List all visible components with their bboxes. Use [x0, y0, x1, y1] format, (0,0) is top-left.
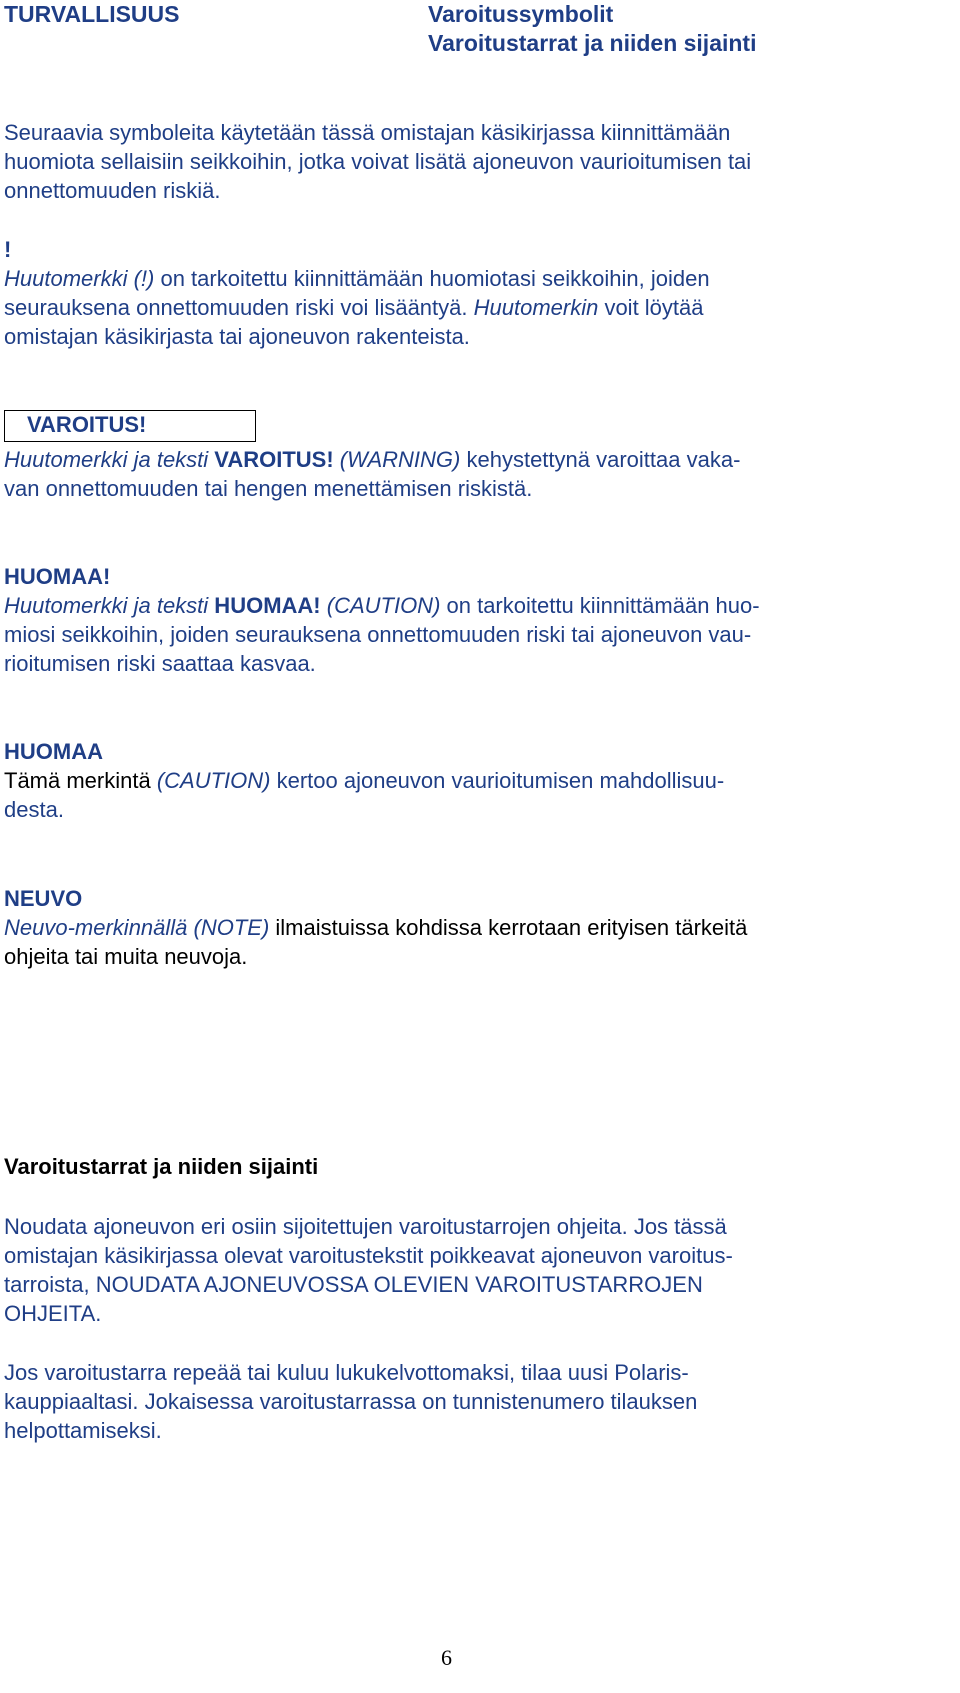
note-section [4, 884, 954, 971]
decals-text: helpottamiseksi. [4, 1418, 162, 1443]
page-title: Varoitussymbolit [428, 1, 614, 27]
note-term: Neuvo-merkinnällä (NOTE) [4, 915, 270, 940]
symbol-text: seurauksena onnettomuuden riski voi lisääntyä. [4, 295, 474, 320]
exclamation-icon: ! [4, 237, 12, 262]
decals-heading: Varoitustarrat ja niiden sijainti [4, 1154, 319, 1179]
intro-line: Seuraavia symboleita käytetään tässä omistajan käsikirjassa kiinnittämään [4, 120, 731, 145]
notice-text: desta. [4, 797, 64, 822]
section-title: TURVALLISUUS [4, 1, 180, 27]
symbol-term: Huutomerkki (!) [4, 266, 155, 291]
caution-heading: HUOMAA! [4, 564, 111, 589]
warning-box [4, 410, 256, 442]
note-text: ilmaistuissa kohdissa kerrotaan erityisen tärkeitä [269, 915, 748, 940]
warning-term: Huutomerkki ja teksti [4, 447, 209, 472]
symbol-text: omistajan käsikirjasta tai ajoneuvon rakenteista. [4, 324, 470, 349]
warning-text: kehystettynä varoittaa vaka- [460, 447, 741, 472]
decals-text: Jos varoitustarra repeää tai kuluu lukukelvottomaksi, tilaa uusi Polaris- [4, 1360, 689, 1385]
warning-keyword: VAROITUS! [208, 447, 334, 472]
decals-heading-block [4, 1152, 954, 1181]
notice-english: (CAUTION) [156, 768, 271, 793]
caution-section [4, 562, 954, 678]
intro-paragraph [4, 118, 954, 205]
symbol-term: Huutomerkin [473, 295, 599, 320]
warning-paragraph [4, 445, 954, 503]
warning-english: (WARNING) [333, 447, 461, 472]
warning-text: van onnettomuuden tai hengen menettämisen riskistä. [4, 476, 533, 501]
decals-text: omistajan käsikirjassa olevat varoitustekstit poikkeavat ajoneuvon varoitus- [4, 1243, 733, 1268]
caution-text: miosi seikkoihin, joiden seurauksena onnettomuuden riski tai ajoneuvon vau- [4, 622, 752, 647]
page-subtitle: Varoitustarrat ja niiden sijainti [428, 30, 757, 56]
caution-text: on tarkoitettu kiinnittämään huo- [440, 593, 760, 618]
note-heading: NEUVO [4, 886, 83, 911]
caution-term: Huutomerkki ja teksti [4, 593, 209, 618]
notice-text: Tämä merkintä [4, 768, 157, 793]
decals-paragraph-2 [4, 1358, 954, 1445]
decals-text: Noudata ajoneuvon eri osiin sijoitettujen varoitustarrojen ohjeita. Jos tässä [4, 1214, 727, 1239]
decals-text: OHJEITA. [4, 1301, 102, 1326]
notice-heading: HUOMAA [4, 739, 103, 764]
notice-section [4, 737, 954, 824]
intro-line: onnettomuuden riskiä. [4, 178, 221, 203]
caution-keyword: HUOMAA! [208, 593, 321, 618]
page-number: 6 [441, 1645, 452, 1670]
symbol-text: voit löytää [598, 295, 704, 320]
warning-box-label: VAROITUS! [27, 412, 147, 437]
caution-english: (CAUTION) [320, 593, 441, 618]
decals-paragraph-1 [4, 1212, 954, 1328]
decals-text: tarroista, NOUDATA AJONEUVOSSA OLEVIEN VAROITUSTARROJEN [4, 1272, 703, 1297]
symbol-text: on tarkoitettu kiinnittämään huomiotasi seikkoihin, joiden [154, 266, 710, 291]
intro-line: huomiota sellaisiin seikkoihin, jotka voivat lisätä ajoneuvon vaurioitumisen tai [4, 149, 752, 174]
decals-text: kauppiaaltasi. Jokaisessa varoitustarrassa on tunnistenumero tilauksen [4, 1389, 698, 1414]
exclamation-section [4, 235, 954, 351]
note-text: ohjeita tai muita neuvoja. [4, 944, 248, 969]
caution-text: rioitumisen riski saattaa kasvaa. [4, 651, 316, 676]
notice-text: kertoo ajoneuvon vaurioitumisen mahdollisuu- [270, 768, 725, 793]
